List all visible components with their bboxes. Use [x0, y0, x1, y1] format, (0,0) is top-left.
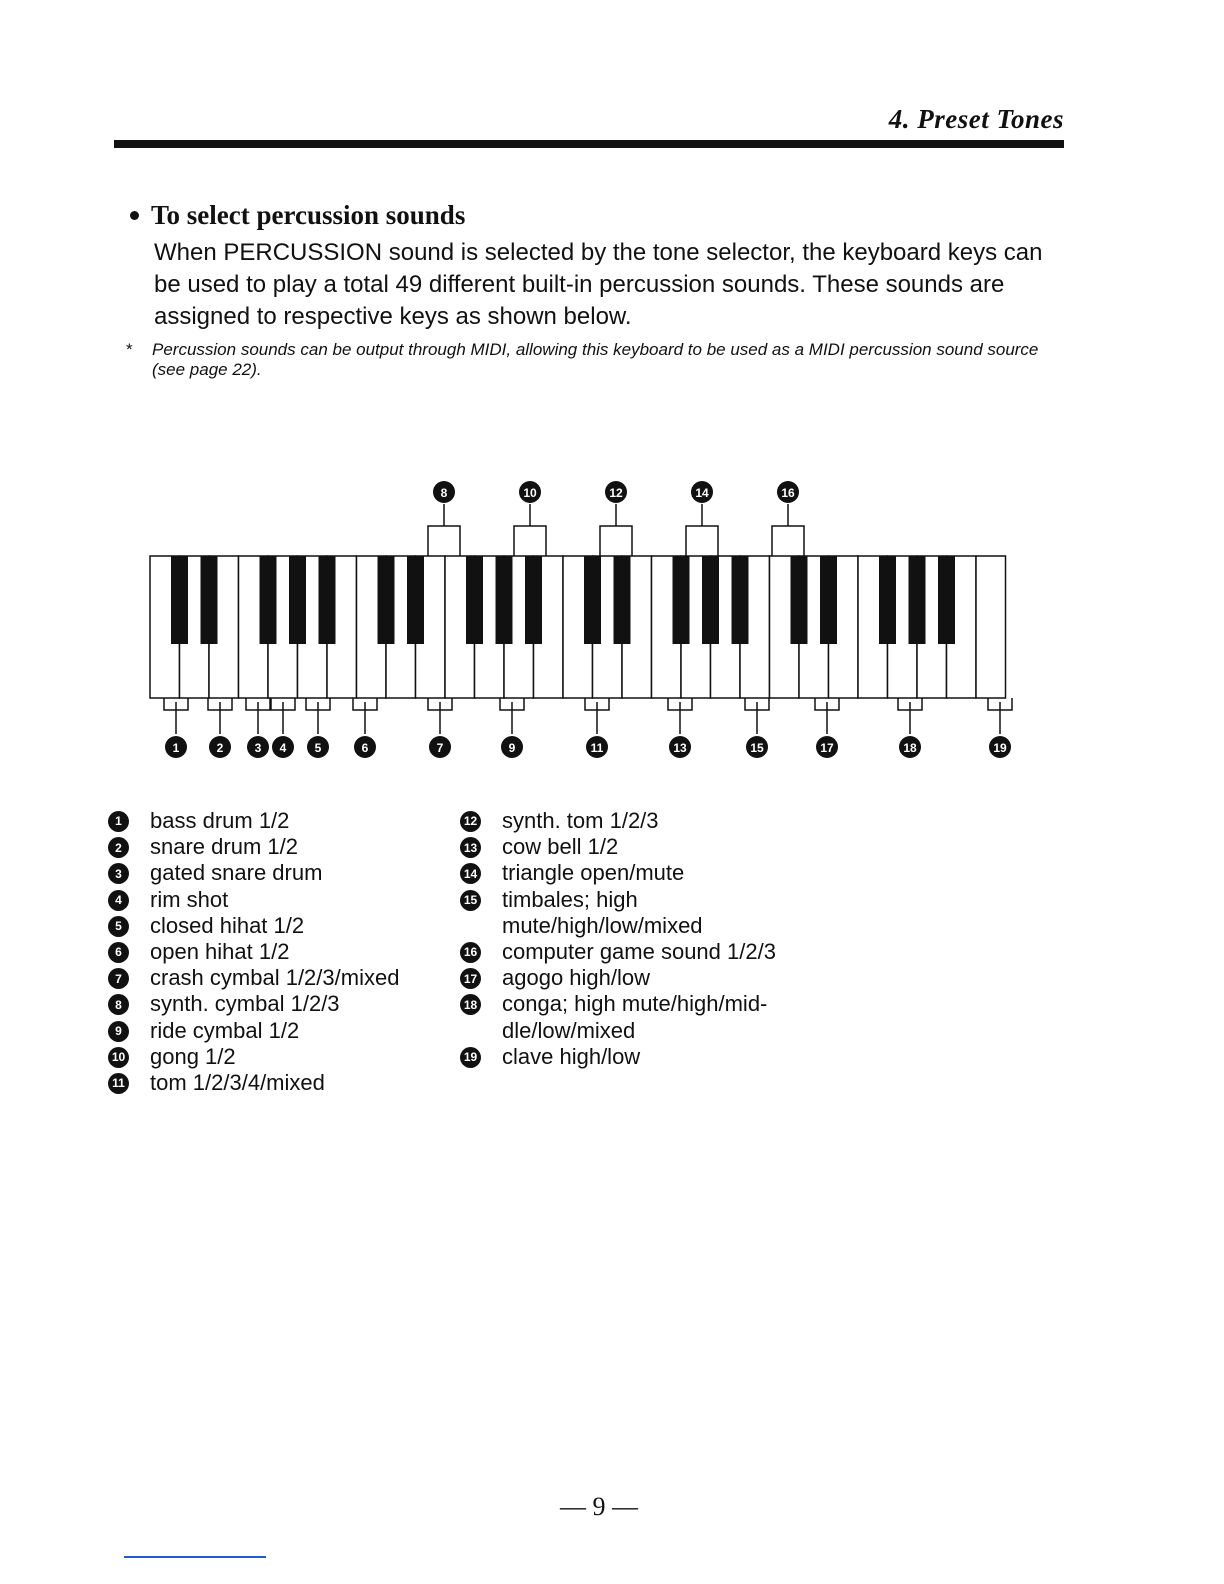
number-badge-icon: 17	[460, 968, 481, 989]
number-badge-icon: 4	[108, 890, 129, 911]
legend-item	[108, 1070, 448, 1096]
legend-label: rim shot	[150, 886, 229, 912]
black-key	[466, 556, 483, 644]
legend-item	[460, 808, 840, 834]
legend-label: conga; high mute/high/mid-dle/low/mixed	[502, 991, 768, 1043]
legend-right	[460, 808, 840, 1070]
number-badge-icon: 7	[108, 968, 129, 989]
midi-note	[126, 340, 1076, 380]
legend-item	[108, 834, 448, 860]
number-badge-icon: 2	[108, 837, 129, 858]
callout-number: 17	[820, 741, 834, 755]
black-key	[496, 556, 513, 644]
callout-number: 2	[216, 741, 224, 755]
legend-item	[108, 887, 448, 913]
legend-label: synth. tom 1/2/3	[502, 808, 659, 833]
callout-number: 13	[673, 741, 687, 755]
keyboard-diagram	[140, 470, 1040, 770]
number-badge-icon: 13	[460, 837, 481, 858]
legend-label: triangle open/mute	[502, 860, 685, 886]
number-badge-icon: 11	[108, 1073, 129, 1094]
callout-number: 11	[590, 741, 604, 755]
legend-item	[460, 991, 840, 1043]
legend-item	[460, 1044, 840, 1070]
legend-item	[108, 965, 448, 991]
black-key	[938, 556, 955, 644]
section-heading	[130, 200, 1070, 231]
legend-label: ride cymbal 1/2	[150, 1017, 300, 1043]
section-heading-text: To select percussion sounds	[151, 200, 466, 230]
legend-item	[108, 1018, 448, 1044]
bullet-icon	[130, 211, 139, 220]
black-key	[319, 556, 336, 644]
legend-label: snare drum 1/2	[150, 834, 298, 860]
callout-bracket	[686, 526, 718, 556]
legend-label: closed hihat 1/2	[150, 912, 305, 938]
callout-bracket	[772, 526, 804, 556]
black-key	[407, 556, 424, 644]
callout-number: 15	[750, 741, 764, 755]
legend-item	[108, 808, 448, 834]
number-badge-icon: 8	[108, 994, 129, 1015]
legend-label: cow bell 1/2	[502, 834, 619, 860]
callout-bracket	[428, 526, 460, 556]
callout-number: 10	[523, 486, 537, 500]
black-key	[378, 556, 395, 644]
black-key	[614, 556, 631, 644]
page-number: — 9 —	[560, 1492, 638, 1521]
legend-item	[108, 860, 448, 886]
black-key	[584, 556, 601, 644]
number-badge-icon: 16	[460, 942, 481, 963]
legend-item	[460, 965, 840, 991]
black-key	[171, 556, 188, 644]
number-badge-icon: 18	[460, 994, 481, 1015]
callout-bracket	[514, 526, 546, 556]
black-key	[673, 556, 690, 644]
black-key	[201, 556, 218, 644]
chapter-title: 4. Preset Tones	[888, 104, 1064, 134]
legend-item	[460, 834, 840, 860]
white-key	[976, 556, 1006, 698]
legend-item	[108, 1044, 448, 1070]
number-badge-icon: 14	[460, 863, 481, 884]
legend-item	[108, 991, 448, 1017]
black-key	[525, 556, 542, 644]
legend-label: bass drum 1/2	[150, 808, 290, 833]
legend-label: agogo high/low	[502, 965, 651, 991]
black-key	[879, 556, 896, 644]
callout-number: 7	[436, 741, 444, 755]
legend-label: gong 1/2	[150, 1043, 236, 1069]
number-badge-icon: 5	[108, 916, 129, 937]
black-key	[820, 556, 837, 644]
legend-item	[460, 860, 840, 886]
legend-item	[108, 913, 448, 939]
number-badge-icon: 9	[108, 1021, 129, 1042]
number-badge-icon: 15	[460, 890, 481, 911]
footer-rule	[124, 1556, 266, 1558]
percussion-section	[130, 200, 1070, 333]
legend-label: gated snare drum	[150, 860, 323, 886]
black-key	[260, 556, 277, 644]
callout-number: 19	[993, 741, 1007, 755]
number-badge-icon: 6	[108, 942, 129, 963]
callout-number: 9	[508, 741, 516, 755]
number-badge-icon: 19	[460, 1047, 481, 1068]
callout-bracket	[600, 526, 632, 556]
legend-item	[460, 887, 840, 939]
callout-number: 3	[254, 741, 262, 755]
legend-item	[108, 939, 448, 965]
legend-label: synth. cymbal 1/2/3	[150, 991, 340, 1017]
page-header	[114, 104, 1064, 150]
black-key	[289, 556, 306, 644]
legend-label: tom 1/2/3/4/mixed	[150, 1070, 325, 1096]
black-key	[732, 556, 749, 644]
number-badge-icon: 3	[108, 863, 129, 884]
callout-number: 14	[695, 486, 709, 500]
callout-number: 4	[279, 741, 287, 755]
keyboard-svg	[140, 470, 1040, 770]
number-badge-icon: 1	[108, 811, 129, 832]
legend-label: computer game sound 1/2/3	[502, 939, 776, 965]
callout-number: 12	[609, 486, 623, 500]
callout-number: 6	[361, 741, 369, 755]
black-key	[702, 556, 719, 644]
legend-left	[108, 808, 448, 1096]
section-body: When PERCUSSION sound is selected by the tone selector, the keyboard keys can be used to play a total 49 different built-in percussion sounds. These sounds are assigned to respective keys as shown below.	[154, 239, 1043, 330]
legend-label: crash cymbal 1/2/3/mixed	[150, 965, 400, 991]
legend-label: open hihat 1/2	[150, 939, 290, 965]
callout-number: 18	[903, 741, 917, 755]
black-key	[791, 556, 808, 644]
black-key	[909, 556, 926, 644]
legend-label: clave high/low	[502, 1043, 641, 1069]
legend-item	[460, 939, 840, 965]
callout-number: 16	[781, 486, 795, 500]
number-badge-icon: 10	[108, 1047, 129, 1068]
callout-number: 1	[172, 741, 180, 755]
note-marker: *	[126, 340, 133, 359]
callout-number: 8	[440, 486, 448, 500]
legend-label: timbales; high mute/high/low/mixed	[502, 886, 703, 938]
header-rule	[114, 140, 1064, 148]
callout-number: 5	[314, 741, 322, 755]
number-badge-icon: 12	[460, 811, 481, 832]
note-text: Percussion sounds can be output through MIDI, allowing this keyboard to be used as a MIDI percussion sound source (see page 22).	[152, 340, 1039, 379]
